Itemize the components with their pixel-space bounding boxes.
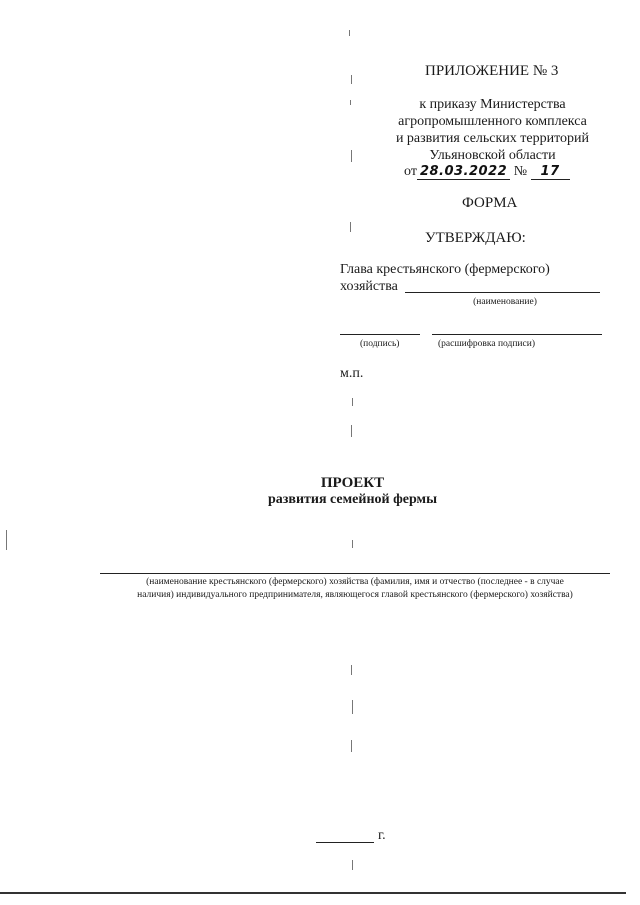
farm-head-line-2: хозяйства xyxy=(340,279,398,294)
appendix-line-1: к приказу Министерства xyxy=(419,97,566,112)
year-suffix: г. xyxy=(378,828,386,843)
farm-full-name-field-line xyxy=(100,573,610,574)
seal-placeholder: м.п. xyxy=(340,366,364,381)
signature-caption: (подпись) xyxy=(360,339,400,349)
year-field-line xyxy=(316,842,374,843)
appendix-date-row xyxy=(404,164,570,180)
form-label: ФОРМА xyxy=(462,195,518,211)
project-title: ПРОЕКТ xyxy=(320,475,385,491)
scan-artifact xyxy=(349,30,350,36)
signature-decoding-field-line xyxy=(432,334,602,335)
signature-field-line xyxy=(340,334,420,335)
scan-artifact xyxy=(352,860,353,870)
farm-name-caption: (наименование) xyxy=(473,297,537,307)
scan-artifact xyxy=(351,665,352,675)
scan-bottom-edge xyxy=(0,892,626,894)
signature-decoding-caption: (расшифровка подписи) xyxy=(438,339,535,349)
farm-name-field-line xyxy=(405,292,600,293)
appendix-line-3: и развития сельских территорий xyxy=(395,131,590,146)
project-subtitle: развития семейной фермы xyxy=(267,492,438,507)
scan-artifact xyxy=(352,700,353,714)
scan-artifact xyxy=(351,150,352,162)
order-date-handwritten: 28.03.2022 xyxy=(417,164,510,180)
scan-artifact xyxy=(351,425,352,437)
scan-artifact xyxy=(351,740,352,752)
scan-artifact xyxy=(351,75,352,84)
scan-artifact xyxy=(350,100,351,105)
scan-artifact xyxy=(350,222,351,232)
scan-artifact xyxy=(6,530,7,550)
order-number-handwritten: 17 xyxy=(531,164,570,180)
approve-title: УТВЕРЖДАЮ: xyxy=(425,230,526,246)
farm-name-caption-line-2: наличия) индивидуального предпринимателя, являющегося главой крестьянского (фермерского) хозяйства) xyxy=(137,590,573,600)
number-label: № xyxy=(513,164,528,179)
farm-name-caption-line-1: (наименование крестьянского (фермерского) хозяйства (фамилия, имя и отчество (последнее - в случае xyxy=(146,577,564,587)
appendix-line-2: агропромышленного комплекса xyxy=(398,114,587,129)
scan-artifact xyxy=(352,398,353,406)
from-label: от xyxy=(404,164,417,179)
farm-head-line-1: Глава крестьянского (фермерского) xyxy=(340,262,550,277)
appendix-title: ПРИЛОЖЕНИЕ № 3 xyxy=(425,63,559,79)
appendix-line-4: Ульяновской области xyxy=(429,148,556,163)
scan-artifact xyxy=(352,540,353,548)
